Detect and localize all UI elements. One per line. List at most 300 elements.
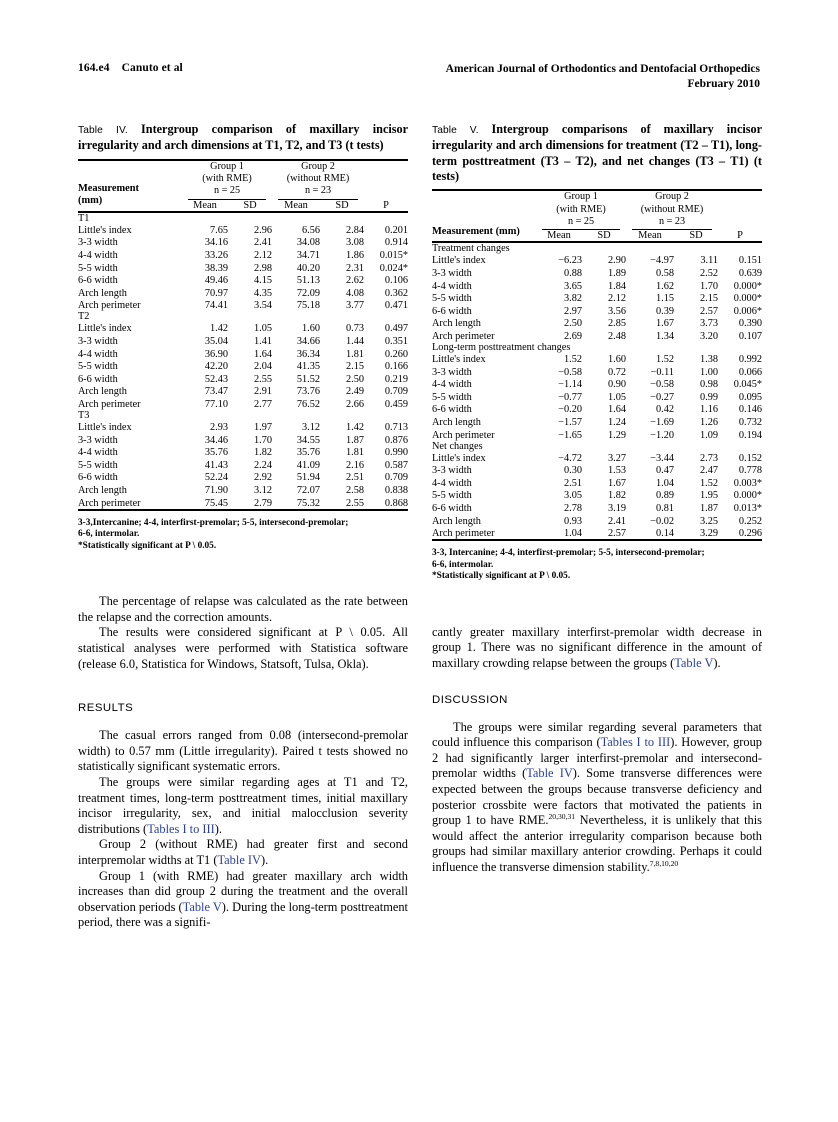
para-groups-similar-part2: ). xyxy=(214,821,223,836)
results-heading: RESULTS xyxy=(78,702,134,715)
cell-g2-mean: −0.58 xyxy=(650,379,674,391)
cell-g2-sd: 0.73 xyxy=(345,323,365,335)
table-row xyxy=(78,274,408,287)
row-label: Arch length xyxy=(78,386,127,398)
cell-g1-mean: 77.10 xyxy=(204,398,228,410)
cell-g2-mean: 0.81 xyxy=(655,502,674,514)
para-group1-part1: Group 1 (with RME) had greater maxillary arch width increases than did group 2 during the treatment and the overall observation periods ( xyxy=(78,868,408,914)
row-label: 5-5 width xyxy=(78,459,118,471)
xref-table-v-left[interactable]: Table V xyxy=(182,899,222,914)
cell-g2-mean: 36.34 xyxy=(296,348,320,360)
cell-g1-sd: 1.41 xyxy=(253,335,272,347)
cell-g2-mean: 76.52 xyxy=(296,398,320,410)
xref-table-iv[interactable]: Table IV xyxy=(217,853,261,867)
cell-g2-mean: −3.44 xyxy=(650,452,674,464)
table-iv-note-abbrev2: 6-6, intermolar. xyxy=(78,529,140,540)
disc-part4: Nevertheless, it is unlikely that this would affect the anterior irregularity comparison because both groups had similar maxillary anterior crowding. Perhaps it could influence the transverse dimension stability. xyxy=(432,813,762,874)
cell-g1-mean: 0.88 xyxy=(563,268,582,279)
cell-g1-sd: 1.53 xyxy=(607,465,626,477)
cell-g1-sd: 3.54 xyxy=(253,300,272,312)
table-row xyxy=(432,415,762,428)
cell-g1-mean: 35.04 xyxy=(204,335,228,347)
cell-p: 0.296 xyxy=(738,528,763,540)
cell-g2-sd: 3.25 xyxy=(699,515,719,527)
cell-p: 0.166 xyxy=(384,361,409,373)
cell-g2-sd: 1.26 xyxy=(699,416,719,428)
citation-ref-20-30-31[interactable]: 20,30,31 xyxy=(548,812,576,822)
citation-ref-7-8-10-20[interactable]: 7,8,10,20 xyxy=(649,858,679,868)
cell-g1-mean: −0.58 xyxy=(558,366,582,378)
left-body-text xyxy=(78,594,408,672)
cell-g1-sd: 1.70 xyxy=(253,434,272,446)
para-group2-part1: Group 2 (without RME) had greater first and second interpremolar widths at T1 ( xyxy=(78,837,408,867)
cell-g1-mean: 3.65 xyxy=(563,280,582,292)
cell-g2-sd: 4.08 xyxy=(345,287,365,299)
cell-g1-mean: 52.24 xyxy=(204,472,228,484)
table-v-g2-sd-header: SD xyxy=(689,230,703,242)
cell-g1-mean: 71.90 xyxy=(204,484,228,496)
cell-g2-sd: 2.58 xyxy=(345,484,365,496)
cell-g2-sd: 3.11 xyxy=(700,255,719,267)
xref-table-v-right[interactable]: Table V xyxy=(674,656,714,671)
section-label: Net changes xyxy=(432,440,483,452)
discussion-body-text xyxy=(432,720,762,876)
cell-g2-mean: −0.11 xyxy=(650,366,674,378)
page-folio: 164.e4 xyxy=(78,62,110,74)
cell-p: 0.778 xyxy=(738,465,763,477)
cell-p: 0.219 xyxy=(384,373,409,385)
row-label: 5-5 width xyxy=(78,262,118,274)
group2-name: Group 2 xyxy=(301,160,335,172)
cell-p: 0.045* xyxy=(733,379,763,391)
cell-g1-mean: 52.43 xyxy=(204,373,228,385)
table-row xyxy=(78,299,408,312)
table-row xyxy=(78,496,408,510)
table-row xyxy=(78,236,408,249)
table-iv-note-abbrev1: 3-3,Intercanine; 4-4, interfirst-premolar; 5-5, intersecond-premolar; xyxy=(78,517,349,528)
row-label: Little's index xyxy=(432,452,486,464)
cell-g1-sd: 2.91 xyxy=(253,386,272,398)
cell-g1-mean: 74.41 xyxy=(204,300,228,312)
cell-p: 0.471 xyxy=(384,300,409,312)
cell-g2-mean: 1.62 xyxy=(655,280,674,292)
cell-g2-sd: 0.98 xyxy=(699,379,719,391)
cell-g1-sd: 1.64 xyxy=(253,348,272,360)
table-section-row xyxy=(432,441,762,452)
section-label: T2 xyxy=(78,311,90,323)
row-label: Little's index xyxy=(78,323,132,335)
row-label: Arch perimeter xyxy=(432,429,495,441)
cell-p: 0.095 xyxy=(738,391,763,403)
table-iv-label: Table IV. xyxy=(78,125,128,136)
table-row xyxy=(78,372,408,385)
cell-g2-mean: 34.55 xyxy=(296,434,320,446)
row-label: Arch length xyxy=(432,416,481,428)
cell-g2-sd: 1.38 xyxy=(699,353,719,365)
cell-p: 0.151 xyxy=(738,255,763,267)
table-v-caption-text: Intergroup comparisons of maxillary incisor irregularity and arch dimensions for treatment (T2 – T1), long-term posttreatment (T3 – T2), and net changes (T3 – T1) (t tests) xyxy=(432,122,762,183)
cell-g2-mean: 3.12 xyxy=(301,421,320,433)
cell-g1-mean: 2.78 xyxy=(563,502,582,514)
row-label: 6-6 width xyxy=(78,472,118,484)
discussion-heading: DISCUSSION xyxy=(432,693,508,706)
table-v-note-abbrev2: 6-6, intermolar. xyxy=(432,559,494,570)
running-head-left xyxy=(78,62,183,74)
cell-g1-sd: 1.89 xyxy=(607,268,626,279)
cell-g2-mean: −0.02 xyxy=(650,515,674,527)
group2-qualifier: (without RME) xyxy=(286,173,350,184)
cell-g2-mean: 51.52 xyxy=(296,373,320,385)
cell-p: 0.838 xyxy=(384,484,409,496)
cell-g2-mean: 35.76 xyxy=(296,447,320,459)
spacer-after-results-heading xyxy=(78,714,408,728)
cell-g2-sd: 2.66 xyxy=(345,398,365,410)
table-iv-g1-sd-header: SD xyxy=(243,199,257,211)
table-iv-body xyxy=(78,212,408,513)
cell-g2-sd: 3.77 xyxy=(345,300,365,312)
cell-g1-mean: 36.90 xyxy=(204,348,228,360)
table-v-g2-mean-header: Mean xyxy=(638,230,662,242)
xref-tables-i-to-iii[interactable]: Tables I to III xyxy=(147,821,215,836)
cell-g2-sd: 1.87 xyxy=(699,502,719,514)
cell-g1-mean: 73.47 xyxy=(204,386,228,398)
cell-g2-sd: 1.42 xyxy=(345,421,365,433)
group2-n: n = 23 xyxy=(304,185,332,197)
cell-p: 0.390 xyxy=(738,318,763,330)
row-label: 4-4 width xyxy=(78,250,118,261)
cell-g1-sd: 3.27 xyxy=(607,452,626,464)
table-row xyxy=(432,304,762,317)
cell-p: 0.351 xyxy=(384,335,409,347)
cell-g1-sd: 4.35 xyxy=(253,287,272,299)
tv-group2-qualifier: (without RME) xyxy=(640,203,704,215)
xref-table-iv-disc[interactable]: Table IV xyxy=(526,766,573,781)
cell-g2-sd: 2.62 xyxy=(345,275,365,287)
table-row xyxy=(78,483,408,496)
cell-p: 0.000* xyxy=(733,490,763,502)
row-label: 6-6 width xyxy=(78,373,118,385)
tv-group1-qualifier: (with RME) xyxy=(556,203,606,215)
cell-g1-mean: 1.04 xyxy=(563,528,582,540)
cell-g2-sd: 2.84 xyxy=(345,224,365,236)
para-groups-similar xyxy=(78,775,408,837)
table-v-notes xyxy=(432,548,762,583)
row-label: Little's index xyxy=(432,255,486,267)
cell-g1-sd: 0.72 xyxy=(607,366,626,378)
cell-g2-sd: 1.86 xyxy=(345,250,365,261)
cell-g2-sd: 2.49 xyxy=(345,386,365,398)
cell-g2-mean: 1.04 xyxy=(655,477,674,489)
spacer-before-results xyxy=(78,672,408,702)
row-label: 5-5 width xyxy=(432,490,472,502)
cell-g2-mean: 1.15 xyxy=(655,293,674,305)
cell-g2-mean: 73.76 xyxy=(296,386,320,398)
table-iv xyxy=(78,159,408,513)
cell-g2-mean: 41.35 xyxy=(296,361,320,373)
row-label: 6-6 width xyxy=(432,305,472,317)
cell-p: 0.992 xyxy=(738,353,763,365)
cell-g1-sd: 2.77 xyxy=(253,398,272,410)
row-label: 3-3 width xyxy=(78,434,118,446)
table-row xyxy=(78,433,408,446)
cell-p: 0.152 xyxy=(738,452,763,464)
cell-g2-sd: 2.57 xyxy=(699,305,719,317)
table-iv-caption xyxy=(78,122,408,154)
table-row xyxy=(432,514,762,527)
group1-n: n = 25 xyxy=(213,185,241,197)
table-row xyxy=(432,403,762,416)
row-label: Little's index xyxy=(432,353,486,365)
cell-g1-mean: 33.26 xyxy=(204,250,228,261)
table-bottom-rule-row xyxy=(432,540,762,543)
table-v-group2-header xyxy=(626,190,718,230)
row-label: Arch perimeter xyxy=(78,300,141,312)
measurement-header-line2: (mm) xyxy=(78,195,103,207)
para-discussion xyxy=(432,720,762,876)
cell-g1-mean: 2.69 xyxy=(563,330,582,342)
cell-g2-mean: 34.66 xyxy=(296,335,320,347)
table-v-caption xyxy=(432,122,762,184)
table-iv-caption-text: Intergroup comparison of maxillary incisor irregularity and arch dimensions at T1, T2, and T3 (t tests) xyxy=(78,122,408,153)
table-bottom-rule xyxy=(78,510,408,513)
cell-p: 0.194 xyxy=(738,429,763,441)
cell-g2-mean: 40.20 xyxy=(296,262,320,274)
row-label: 4-4 width xyxy=(432,477,472,489)
para-continued-results xyxy=(432,625,762,672)
cell-g1-mean: 34.16 xyxy=(204,237,228,249)
cell-g1-mean: 1.42 xyxy=(209,323,228,335)
running-head xyxy=(78,62,760,98)
cell-g1-sd: 2.90 xyxy=(607,255,626,267)
cell-g1-sd: 1.60 xyxy=(607,353,626,365)
table-row xyxy=(78,360,408,373)
disc-part2: ). However, group 2 had significantly larger interfirst-premolar and intersecond-premolar widths ( xyxy=(432,735,762,781)
cell-g2-mean: −4.97 xyxy=(650,255,674,267)
cell-g1-mean: −6.23 xyxy=(558,255,582,267)
cell-g2-sd: 2.31 xyxy=(345,262,365,274)
cell-p: 0.868 xyxy=(384,497,409,509)
table-iv-group2-header xyxy=(272,160,364,200)
cell-g1-sd: 4.15 xyxy=(253,275,272,287)
table-iv-measurement-header xyxy=(78,160,182,212)
cell-g2-sd: 1.95 xyxy=(699,490,719,502)
cell-p: 0.713 xyxy=(384,421,409,433)
cell-g2-sd: 3.20 xyxy=(699,330,719,342)
tv-group2-name: Group 2 xyxy=(655,191,689,203)
cell-g1-mean: 3.82 xyxy=(563,293,582,305)
cell-p: 0.201 xyxy=(384,224,409,236)
journal-name: American Journal of Orthodontics and Dentofacial Orthopedics xyxy=(445,63,760,75)
cell-g1-sd: 1.29 xyxy=(607,429,626,441)
cell-g1-mean: 34.46 xyxy=(204,434,228,446)
cell-g2-mean: 0.42 xyxy=(655,404,674,416)
cell-g1-sd: 2.12 xyxy=(607,293,626,305)
section-label: Treatment changes xyxy=(432,242,762,254)
table-row xyxy=(78,421,408,433)
cell-g2-mean: 72.07 xyxy=(296,484,320,496)
table-row xyxy=(78,248,408,261)
table-iv-g2-sd-header: SD xyxy=(335,199,349,211)
section-label: T3 xyxy=(78,409,90,421)
table-row xyxy=(78,286,408,299)
xref-tables-i-to-iii-disc[interactable]: Tables I to III xyxy=(600,735,671,750)
cell-g2-mean: 75.32 xyxy=(296,497,320,509)
row-label: 3-3 width xyxy=(432,268,472,279)
cell-g1-mean: −0.77 xyxy=(558,391,582,403)
cell-g2-sd: 2.50 xyxy=(345,373,365,385)
table-v-p-header: P xyxy=(737,230,743,242)
row-label: 6-6 width xyxy=(432,502,472,514)
table-bottom-rule xyxy=(432,540,762,543)
cell-g1-mean: 70.97 xyxy=(204,287,228,299)
cell-g1-mean: −1.14 xyxy=(558,379,582,391)
cell-g2-mean: 72.09 xyxy=(296,287,320,299)
cell-g2-sd: 1.81 xyxy=(345,447,365,459)
table-row xyxy=(432,378,762,391)
cell-g1-sd: 1.82 xyxy=(253,447,272,459)
table-row xyxy=(78,471,408,484)
para-group1-arch-width xyxy=(78,869,408,931)
table-section-row xyxy=(432,342,762,353)
para-groups-similar-part1: The groups were similar regarding ages at T1 and T2, treatment times, long-term posttreatment times, initial maxillary incisor irregularity, sex, and initial malocclusion severity distributions ( xyxy=(78,775,408,836)
cell-p: 0.260 xyxy=(384,348,409,360)
cell-g2-sd: 1.44 xyxy=(345,335,365,347)
cell-g2-mean: 34.71 xyxy=(296,250,320,261)
cell-g1-mean: 75.45 xyxy=(204,497,228,509)
cell-g1-sd: 2.98 xyxy=(253,262,272,274)
row-label: 4-4 width xyxy=(78,348,118,360)
cell-g2-sd: 2.15 xyxy=(345,361,365,373)
cell-g2-sd: 2.15 xyxy=(699,293,719,305)
cell-g2-mean: −1.20 xyxy=(650,429,674,441)
cell-g2-mean: 34.08 xyxy=(296,237,320,249)
table-row xyxy=(78,397,408,410)
cell-g2-sd: 2.16 xyxy=(345,459,365,471)
cell-g1-sd: 1.64 xyxy=(607,404,626,416)
cell-g1-sd: 2.96 xyxy=(253,224,272,236)
table-row xyxy=(432,365,762,378)
table-iv-head xyxy=(78,160,408,212)
cell-g2-mean: 0.58 xyxy=(655,268,674,279)
table-row xyxy=(432,353,762,365)
cell-p: 0.024* xyxy=(379,262,409,274)
group1-name: Group 1 xyxy=(210,160,244,172)
cell-g2-sd: 3.29 xyxy=(699,528,719,540)
table-row xyxy=(432,428,762,441)
table-iv-group1-header xyxy=(182,160,272,200)
cell-p: 0.107 xyxy=(738,330,763,342)
table-iv-g2-mean-header: Mean xyxy=(284,199,308,211)
cell-g2-sd: 2.52 xyxy=(699,268,719,279)
para-continued-part2: ). xyxy=(713,656,721,671)
cell-g1-sd: 2.48 xyxy=(607,330,626,342)
cell-g1-sd: 2.04 xyxy=(253,361,272,373)
row-label: Little's index xyxy=(78,421,132,433)
cell-g2-sd: 2.73 xyxy=(699,452,719,464)
cell-p: 0.709 xyxy=(384,386,409,398)
right-body-text xyxy=(432,625,762,672)
cell-p: 0.015* xyxy=(379,250,409,261)
cell-p: 0.990 xyxy=(384,447,409,459)
row-label: Little's index xyxy=(78,224,132,236)
cell-g1-sd: 3.56 xyxy=(607,305,626,317)
row-label: Arch length xyxy=(432,318,481,330)
cell-g1-mean: 0.30 xyxy=(563,465,582,477)
table-row xyxy=(432,390,762,403)
row-label: 6-6 width xyxy=(78,275,118,287)
cell-g1-sd: 2.55 xyxy=(253,373,272,385)
spacer-after-table-iv xyxy=(78,552,408,594)
cell-g1-mean: −1.65 xyxy=(558,429,582,441)
cell-p: 0.914 xyxy=(384,237,409,249)
cell-g1-sd: 2.79 xyxy=(253,497,272,509)
table-row xyxy=(432,501,762,514)
table-iv-group-row xyxy=(78,160,408,200)
cell-g1-sd: 1.97 xyxy=(253,421,272,433)
cell-g1-mean: −0.20 xyxy=(558,404,582,416)
running-head-right xyxy=(446,62,760,92)
cell-g2-mean: 75.18 xyxy=(296,300,320,312)
row-label: Arch perimeter xyxy=(432,330,495,342)
table-row xyxy=(432,266,762,279)
cell-g1-mean: 38.39 xyxy=(204,262,228,274)
table-row xyxy=(432,464,762,477)
left-column xyxy=(78,122,408,931)
para-group2-widths xyxy=(78,837,408,868)
disc-part3: ). Some transverse differences were expected between the groups because transverse deficiency and posterior crossbite were factors that motivated the patients in group 1 to have RME. xyxy=(432,766,762,828)
table-section-row xyxy=(432,242,762,254)
cell-g2-mean: 1.60 xyxy=(301,323,320,335)
cell-g2-mean: 51.94 xyxy=(296,472,320,484)
row-label: 5-5 width xyxy=(432,391,472,403)
cell-g1-sd: 1.05 xyxy=(253,323,272,335)
cell-g1-mean: 49.46 xyxy=(204,275,228,287)
table-iv-notes xyxy=(78,518,408,553)
table-section-row xyxy=(78,410,408,421)
table-v-g1-sd-header: SD xyxy=(597,230,611,242)
cell-g1-mean: −1.57 xyxy=(558,416,582,428)
cell-g2-mean: 0.47 xyxy=(655,465,674,477)
cell-g1-sd: 1.05 xyxy=(607,391,626,403)
row-label: 4-4 width xyxy=(432,379,472,391)
table-v-p-spacer xyxy=(718,190,762,230)
table-v-group-row xyxy=(432,190,762,230)
table-v-note-abbrev1: 3-3, Intercanine; 4-4, interfirst-premolar; 5-5, intersecond-premolar; xyxy=(432,548,705,559)
table-row xyxy=(78,347,408,360)
table-row xyxy=(432,254,762,266)
cell-g2-mean: 0.39 xyxy=(655,305,674,317)
table-row xyxy=(432,476,762,489)
cell-g1-mean: 2.50 xyxy=(563,318,582,330)
tv-group1-n: n = 25 xyxy=(567,216,595,227)
table-iv-note-significance: *Statistically significant at P \ 0.05. xyxy=(78,540,217,551)
row-label: Arch perimeter xyxy=(78,497,141,509)
row-label: Arch length xyxy=(78,287,127,299)
table-section-row xyxy=(78,311,408,322)
cell-g1-mean: 35.76 xyxy=(204,447,228,459)
cell-g2-mean: 0.89 xyxy=(655,490,674,502)
table-v-measurement-header xyxy=(432,190,536,242)
cell-g1-sd: 3.19 xyxy=(607,502,626,514)
table-row xyxy=(432,292,762,305)
cell-p: 0.013* xyxy=(733,502,763,514)
cell-p: 0.497 xyxy=(384,323,409,335)
tv-group2-n: n = 23 xyxy=(658,216,686,227)
cell-p: 0.876 xyxy=(384,434,409,446)
cell-g1-mean: 3.05 xyxy=(563,490,582,502)
cell-g2-sd: 1.70 xyxy=(699,280,719,292)
table-iv-g1-mean-header: Mean xyxy=(193,199,217,211)
